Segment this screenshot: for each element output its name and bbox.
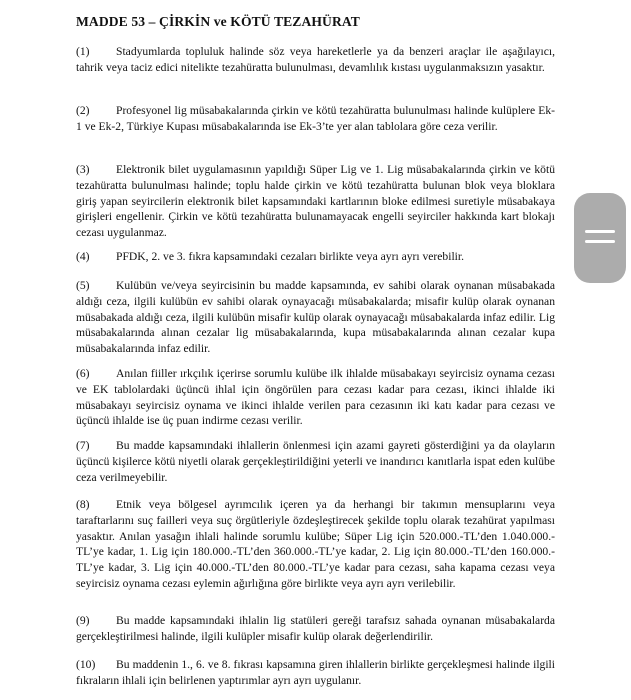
- scroll-handle[interactable]: [574, 193, 626, 283]
- paragraph-text: Bu madde kapsamındaki ihlallerin önlenmesi için azami gayreti gösterdiğini ya da olayların üçüncü kişilerce kötü niyetli olarak gerçekleştirildiğini yeterli ve inandırıcı kanıtlarla ispat eden kulübe ceza verilmeyebilir.: [76, 439, 555, 484]
- article-title: MADDE 53 – ÇİRKİN ve KÖTÜ TEZAHÜRAT: [76, 14, 360, 29]
- paragraph-number: (7): [76, 439, 90, 452]
- paragraph-1: [76, 44, 555, 76]
- paragraph-number: (2): [76, 104, 90, 117]
- paragraph-4: [76, 249, 555, 265]
- paragraph-text: Anılan fiiller ırkçılık içerirse sorumlu kulübe ilk ihlalde müsabakayı seyircisiz oynama cezası ve EK tablolardaki üçüncü ihlal için öngörülen para cezası kadar para cezası, ikinci ihlalde iki müsabakayı seyircisiz oynama ve ikinci ihlalde verilen para cezasının iki katı kadar para cezası ve üçüncü ihlalde ise üç puan indirme cezası verilir.: [76, 367, 555, 428]
- hamburger-lines-icon: [585, 230, 615, 233]
- paragraph-5: [76, 278, 555, 357]
- paragraph-3: [76, 162, 555, 241]
- paragraph-text: Stadyumlarda topluluk halinde söz veya hareketlerle ya da benzeri araçlar ile aşağılayıcı, tahrik veya taciz edici nitelikte tezahüratta bulunulması, devamlılık kıstası uygulanmaksızın yasaktır.: [76, 45, 555, 74]
- paragraph-text: Profesyonel lig müsabakalarında çirkin ve kötü tezahüratta bulunulması halinde kulüplere Ek-1 ve Ek-2, Türkiye Kupası müsabakalarında ise Ek-3’te yer alan tablolara göre ceza verilir.: [76, 104, 555, 133]
- paragraph-8: [76, 497, 555, 592]
- paragraph-number: (10): [76, 658, 96, 671]
- paragraph-number: (4): [76, 250, 90, 263]
- paragraph-9: [76, 613, 555, 645]
- paragraph-text: Bu madde kapsamındaki ihlalin lig statüleri gereği tarafsız sahada oynanan müsabakalarda gerçekleştirilmesi halinde, ilgili kulüpler misafir kulüp olarak değerlendirilir.: [76, 614, 555, 643]
- hamburger-lines-icon: [585, 240, 615, 243]
- paragraph-text: Bu maddenin 1., 6. ve 8. fıkrası kapsamına giren ihlallerin birlikte gerçekleşmesi halinde ilgili fıkraların ihlali için belirlenen yaptırımlar ayrı ayrı uygulanır.: [76, 658, 555, 687]
- paragraph-number: (5): [76, 279, 90, 292]
- paragraph-number: (8): [76, 498, 90, 511]
- paragraph-number: (3): [76, 163, 90, 176]
- paragraph-number: (6): [76, 367, 90, 380]
- paragraph-number: (1): [76, 45, 90, 58]
- paragraph-7: [76, 438, 555, 485]
- paragraph-text: PFDK, 2. ve 3. fıkra kapsamındaki cezaları birlikte veya ayrı ayrı verebilir.: [116, 250, 465, 263]
- paragraph-number: (9): [76, 614, 90, 627]
- paragraph-text: Kulübün ve/veya seyircisinin bu madde kapsamında, ev sahibi olarak oynanan müsabakada aldığı ceza, ilgili kulübün ev sahibi olarak oynayacağı müsabakalarda; misafir kulüp olarak oynanan müsabakada aldığı ceza, ilgili kulübün misafir kulüp olarak oynayacağı müsabakalarda infaz edilir. Lig müsabakalarında alınan cezalar lig müsabakalarında, kupa müsabakalarında alınan cezalar kupa müsabakalarında infaz edilir.: [76, 279, 555, 356]
- paragraph-6: [76, 366, 555, 429]
- paragraph-text: Elektronik bilet uygulamasının yapıldığı Süper Lig ve 1. Lig müsabakalarında çirkin ve kötü tezahüratta bulunulması halinde; toplu halde çirkin ve kötü tezahüratta bulunan blok veya bloklara giriş yapan seyircilerin elektronik bilet kapsamındaki kartlarının bloke edilmesi suretiyle müsabakaya girişleri engellenir. Çirkin ve kötü tezahüratta bulunamayacak engelli seyirciler hakkında kart blokajı cezası uygulanmaz.: [76, 163, 555, 240]
- paragraph-10: [76, 657, 555, 689]
- paragraph-2: [76, 103, 555, 135]
- paragraph-text: Etnik veya bölgesel ayrımcılık içeren ya da herhangi bir takımın mensuplarını veya taraftarlarını suç failleri veya suç örgütleriyle özdeşleştirecek şekilde toplu olarak tezahürat yapılması yasaktır. Anılan yasağın ihlali halinde sorumlu kulübe; Süper Lig için 520.000.-TL’den 1.040.000.-TL’ye kadar, 1. Lig için 180.000.-TL’den 360.000.-TL’ye kadar, 2. Lig için 80.000.-TL’den 160.000.-TL’ye kadar, 3. Lig için 40.000.-TL’den 80.000.-TL’ye kadar para cezası, saha kapama cezası veya seyircisiz oynama cezası eylemin ağırlığına göre birlikte veya ayrı ayrı verilebilir.: [76, 498, 555, 590]
